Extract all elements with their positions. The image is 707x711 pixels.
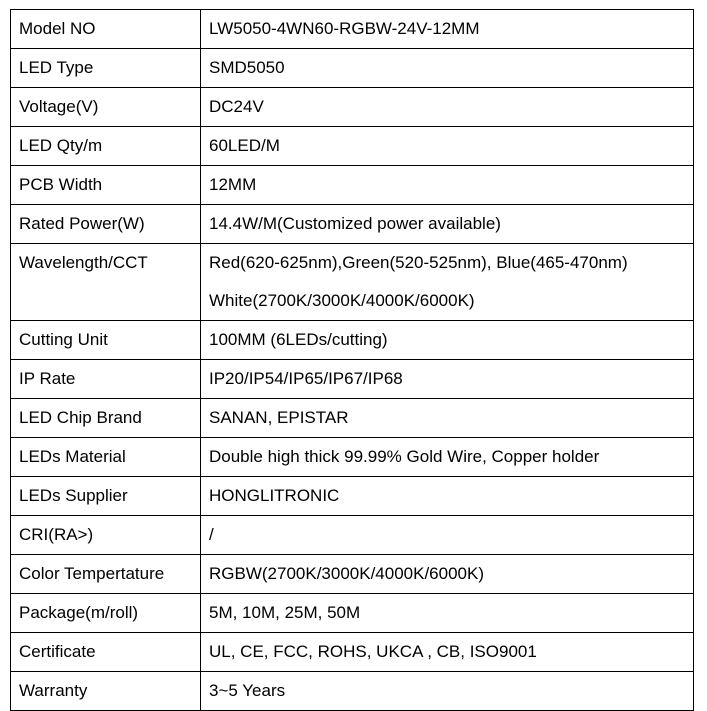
spec-value [201,244,694,321]
spec-value-line: UL, CE, FCC, ROHS, UKCA , CB, ISO9001 [209,642,537,661]
table-row [11,49,694,88]
spec-label-text: Voltage(V) [19,97,99,116]
spec-value [201,49,694,88]
spec-label [11,166,201,205]
spec-label [11,205,201,244]
spec-label-text: Package(m/roll) [19,603,139,622]
spec-label-text: Warranty [19,681,88,700]
spec-value [201,205,694,244]
spec-table-body [11,10,694,711]
spec-value-line: White(2700K/3000K/4000K/6000K) [209,291,475,310]
spec-value-line: 14.4W/M(Customized power available) [209,214,501,233]
spec-label [11,244,201,321]
spec-value [201,88,694,127]
spec-value-line: RGBW(2700K/3000K/4000K/6000K) [209,564,485,583]
spec-value [201,594,694,633]
spec-label [11,672,201,711]
spec-value-line: 3~5 Years [209,681,286,700]
table-row [11,166,694,205]
spec-label [11,321,201,360]
spec-label-text: LED Qty/m [19,136,103,155]
spec-value [201,477,694,516]
spec-value-line: HONGLITRONIC [209,486,340,505]
spec-value-line: / [209,525,214,544]
spec-value [201,360,694,399]
table-row [11,477,694,516]
table-row [11,438,694,477]
spec-label-text: Cutting Unit [19,330,108,349]
spec-value-line: SMD5050 [209,58,285,77]
spec-value-line: LW5050-4WN60-RGBW-24V-12MM [209,19,480,38]
spec-value [201,516,694,555]
table-row [11,205,694,244]
spec-value [201,166,694,205]
table-row [11,10,694,49]
spec-label [11,127,201,166]
table-row [11,127,694,166]
table-row [11,360,694,399]
spec-label-text: Color Tempertature [19,564,165,583]
spec-value-line: IP20/IP54/IP65/IP67/IP68 [209,369,403,388]
spec-value-line: Double high thick 99.99% Gold Wire, Copper holder [209,447,600,466]
spec-label [11,10,201,49]
spec-value-line: SANAN, EPISTAR [209,408,349,427]
spec-label-text: LED Chip Brand [19,408,142,427]
spec-value-line: 5M, 10M, 25M, 50M [209,603,361,622]
spec-label-text: Certificate [19,642,96,661]
spec-value [201,127,694,166]
table-row [11,594,694,633]
spec-label-text: PCB Width [19,175,103,194]
spec-value-line: Red(620-625nm),Green(520-525nm), Blue(465-470nm) [209,253,628,272]
table-row [11,633,694,672]
spec-label [11,477,201,516]
table-row [11,399,694,438]
spec-label [11,516,201,555]
spec-label [11,49,201,88]
spec-value [201,672,694,711]
table-row [11,88,694,127]
table-row [11,672,694,711]
spec-value [201,399,694,438]
table-row [11,321,694,360]
spec-label [11,438,201,477]
spec-value [201,10,694,49]
table-row [11,516,694,555]
spec-label [11,88,201,127]
spec-label-text: Rated Power(W) [19,214,145,233]
spec-label-text: IP Rate [19,369,76,388]
spec-value-line: DC24V [209,97,264,116]
spec-label-text: LEDs Material [19,447,126,466]
spec-value [201,321,694,360]
spec-label-text: Model NO [19,19,96,38]
spec-value [201,438,694,477]
spec-label [11,399,201,438]
spec-label-text: Wavelength/CCT [19,253,148,272]
table-row [11,244,694,321]
spec-value-line: 100MM (6LEDs/cutting) [209,330,388,349]
spec-label-text: LEDs Supplier [19,486,128,505]
spec-value [201,633,694,672]
table-row [11,555,694,594]
spec-value-line: 12MM [209,175,257,194]
spec-label-text: CRI(RA>) [19,525,94,544]
spec-value-line: 60LED/M [209,136,280,155]
spec-value [201,555,694,594]
spec-label [11,594,201,633]
spec-table [10,9,694,711]
spec-label [11,360,201,399]
spec-label [11,633,201,672]
spec-label-text: LED Type [19,58,94,77]
spec-label [11,555,201,594]
